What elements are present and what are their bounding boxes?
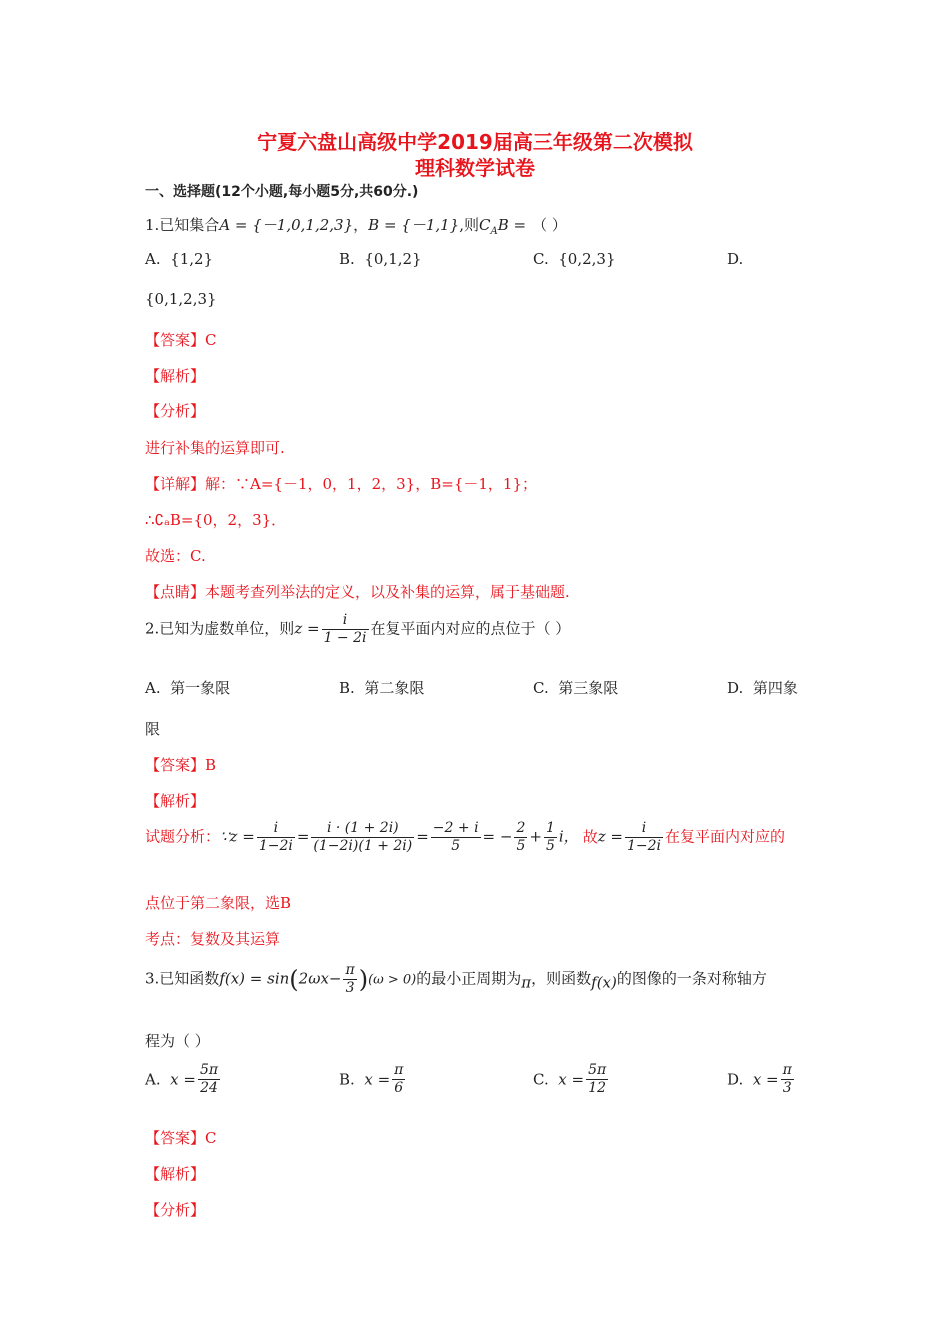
q2-answer-tag: 【答案】 (145, 756, 206, 774)
q3-option-c-label: C. (533, 1070, 549, 1089)
q2-frac-6-num: i (641, 820, 647, 836)
q2-frac-3-num: −2 + i (432, 820, 479, 836)
q1-comma: ， (353, 216, 369, 234)
q3-pi-frac-den: 3 (343, 979, 356, 997)
q2-analysis-line2: 点位于第二象限，选B (145, 894, 292, 912)
q2-stem (145, 612, 570, 647)
q2-answer (145, 754, 216, 775)
q2-option-c-label: C. (533, 679, 549, 697)
q3-option-b-num: π (394, 1062, 404, 1078)
q2-z-lhs: z = (294, 619, 320, 638)
q3-fx: f(x) = sin (219, 969, 290, 988)
q2-gu: 故 (582, 827, 598, 846)
q2-frac-2-num: i · (1 + 2i) (326, 820, 399, 836)
q3-paren-open: ( (289, 965, 299, 994)
q2-analysis-post: 在复平面内对应的 (664, 827, 785, 846)
q3-inner: 2ωx− (298, 969, 342, 988)
q1-detail (145, 473, 537, 494)
q3-option-c-frac (586, 1062, 608, 1097)
q2-option-c (533, 677, 618, 698)
q2-frac-4-den: 5 (516, 838, 526, 854)
q3-stem-post: 的图像的一条对称轴方 (616, 969, 767, 988)
q3-option-d-num: π (782, 1062, 792, 1078)
q2-frac-5 (544, 820, 557, 855)
q1-option-a-text: {1,2} (170, 250, 214, 268)
q3-stem-line2: 程为（ ） (145, 1032, 210, 1050)
q3-option-c-num: 5π (588, 1062, 607, 1078)
q2-option-b (339, 677, 424, 698)
q2-eq-2: = (416, 827, 429, 846)
q1-stem-pre: 1.已知集合 (145, 216, 220, 234)
q2-option-d (727, 677, 798, 698)
q3-option-b-den: 6 (392, 1079, 405, 1097)
q3-option-a (145, 1062, 222, 1097)
q1-complement-sub: A (490, 226, 498, 237)
q2-stem-post: 在复平面内对应的点位于（ ） (370, 619, 571, 638)
q3-option-a-lhs: x = (170, 1070, 196, 1089)
q3-cond: (ω > 0) (368, 972, 417, 988)
q1-answer-tag: 【答案】 (145, 331, 206, 349)
q3-answer (145, 1127, 217, 1148)
q2-because: ∵z = (220, 827, 255, 846)
q2-option-a-text: 第一象限 (170, 679, 231, 697)
q2-frac-2 (311, 820, 414, 855)
q1-stem-mid: ,则 (459, 216, 480, 234)
q3-option-c (533, 1062, 610, 1097)
q1-option-c-text: {0,2,3} (558, 250, 616, 268)
q2-neg: = − (482, 827, 513, 846)
q1-therefore: ∴∁ₐB={0，2，3}． (145, 511, 287, 529)
q3-analysis-tag: 【解析】 (145, 1165, 206, 1183)
q2-option-d-text: 第四象 (752, 679, 798, 697)
q3-stem (145, 962, 767, 997)
q1-option-c-label: C. (533, 250, 549, 268)
q3-stem-mid: 的最小正周期为 (416, 969, 522, 988)
exam-title-line2: 理科数学试卷 (415, 156, 535, 180)
q1-blank: （ ） (532, 216, 567, 234)
q3-option-b-frac (392, 1062, 405, 1097)
q1-stem (145, 214, 567, 237)
q1-choose: 故选：C. (145, 547, 206, 565)
q2-stem-frac-den: 1 − 2i (323, 630, 367, 646)
q2-frac-5-den: 5 (545, 838, 555, 854)
q3-stem-mid2: ，则函数 (531, 969, 592, 988)
q3-stem-pre: 3.已知函数 (145, 969, 220, 988)
q2-plus: + (529, 827, 542, 846)
q3-option-d-label: D. (727, 1070, 744, 1089)
q2-frac-1-num: i (273, 820, 279, 836)
q1-option-b (339, 250, 422, 268)
q1-option-d-label: D. (727, 250, 744, 268)
q3-option-d (727, 1062, 796, 1097)
q2-option-b-text: 第二象限 (364, 679, 425, 697)
q3-option-a-label: A. (145, 1070, 161, 1089)
q2-option-d-wrap: 限 (145, 720, 161, 738)
q1-analysis-tag: 【解析】 (145, 367, 206, 385)
q2-frac-1 (257, 820, 295, 855)
q1-answer (145, 329, 217, 350)
q3-option-c-lhs: x = (558, 1070, 585, 1089)
q1-option-a (145, 250, 213, 268)
q2-frac-1-den: 1−2i (258, 838, 293, 854)
q3-option-c-den: 12 (586, 1079, 608, 1097)
q3-pi-frac (343, 962, 356, 997)
q3-answer-value: C (205, 1129, 217, 1147)
q2-analysis-line1 (145, 820, 785, 855)
q3-option-a-frac (198, 1062, 220, 1097)
q3-paren-close: ) (358, 965, 369, 994)
q2-frac-3-den: 5 (431, 837, 481, 855)
q1-comment (145, 581, 570, 602)
q3-answer-tag: 【答案】 (145, 1129, 206, 1147)
q2-option-b-label: B. (339, 679, 355, 697)
q3-option-b-lhs: x = (364, 1070, 391, 1089)
q1-set-a: A = {－1,0,1,2,3} (219, 216, 354, 234)
q1-fenxi-tag: 【分析】 (145, 402, 206, 420)
q3-option-a-num: 5π (199, 1062, 219, 1078)
q2-option-d-label: D. (727, 679, 744, 697)
q3-fenxi-tag: 【分析】 (145, 1201, 206, 1219)
q1-option-d-text: {0,1,2,3} (145, 290, 217, 308)
q2-frac-2-den: (1−2i)(1 + 2i) (313, 838, 413, 854)
q1-answer-value: C (205, 331, 217, 349)
q3-option-b-label: B. (339, 1070, 355, 1089)
q2-frac-5-num: 1 (545, 820, 555, 836)
q2-analysis-pre: 试题分析： (145, 827, 221, 846)
q1-comment-text: 本题考查列举法的定义，以及补集的运算，属于基础题. (205, 583, 570, 601)
q1-fenxi-text: 进行补集的运算即可. (145, 439, 285, 457)
q2-stem-fraction (322, 612, 369, 647)
q2-answer-value: B (205, 756, 217, 774)
q2-frac-3 (431, 820, 481, 855)
q1-comment-tag: 【点睛】 (145, 583, 206, 601)
q2-frac-4-num: 2 (516, 820, 526, 836)
q1-complement (479, 216, 527, 237)
q1-set-b: B = {－1,1} (368, 216, 460, 234)
q1-detail-text: 解：∵A={－1，0，1，2，3}，B={－1，1}； (205, 475, 537, 493)
q3-pi-frac-num: π (345, 962, 355, 978)
exam-title-line1: 宁夏六盘山高级中学2019届高三年级第二次模拟 (257, 130, 693, 154)
q1-option-c (533, 250, 616, 268)
q3-option-d-den: 3 (781, 1079, 794, 1097)
q1-complement-c: C (479, 216, 491, 234)
q3-option-b (339, 1062, 407, 1097)
q1-complement-after: B = (497, 216, 527, 234)
q2-analysis-tag: 【解析】 (145, 792, 206, 810)
q2-eq-1: = (296, 827, 310, 846)
section-heading: 一、选择题(12个小题,每小题5分,共60分.) (145, 184, 419, 200)
q1-option-a-label: A. (145, 250, 161, 268)
q2-stem-frac-num: i (342, 612, 348, 628)
q3-option-d-frac (781, 1062, 794, 1097)
q2-option-a (145, 677, 230, 698)
q3-option-d-lhs: x = (752, 1070, 779, 1089)
q2-option-c-text: 第三象限 (558, 679, 619, 697)
q2-frac-4 (514, 820, 527, 855)
q2-option-a-label: A. (145, 679, 161, 697)
q1-option-b-text: {0,1,2} (364, 250, 422, 268)
q1-option-b-label: B. (339, 250, 355, 268)
q3-pi: π (521, 973, 532, 992)
q2-stem-pre: 2.已知为虚数单位，则 (145, 619, 295, 638)
q2-kaodian: 考点：复数及其运算 (145, 930, 281, 948)
q2-z2: z = (597, 827, 623, 846)
q1-detail-tag: 【详解】 (145, 475, 206, 493)
q2-frac-6 (625, 820, 663, 855)
q3-fx2: f(x) (591, 973, 617, 992)
q2-frac-6-den: 1−2i (626, 838, 661, 854)
q3-option-a-den: 24 (198, 1079, 220, 1097)
q2-i-tail: i， (558, 827, 579, 846)
